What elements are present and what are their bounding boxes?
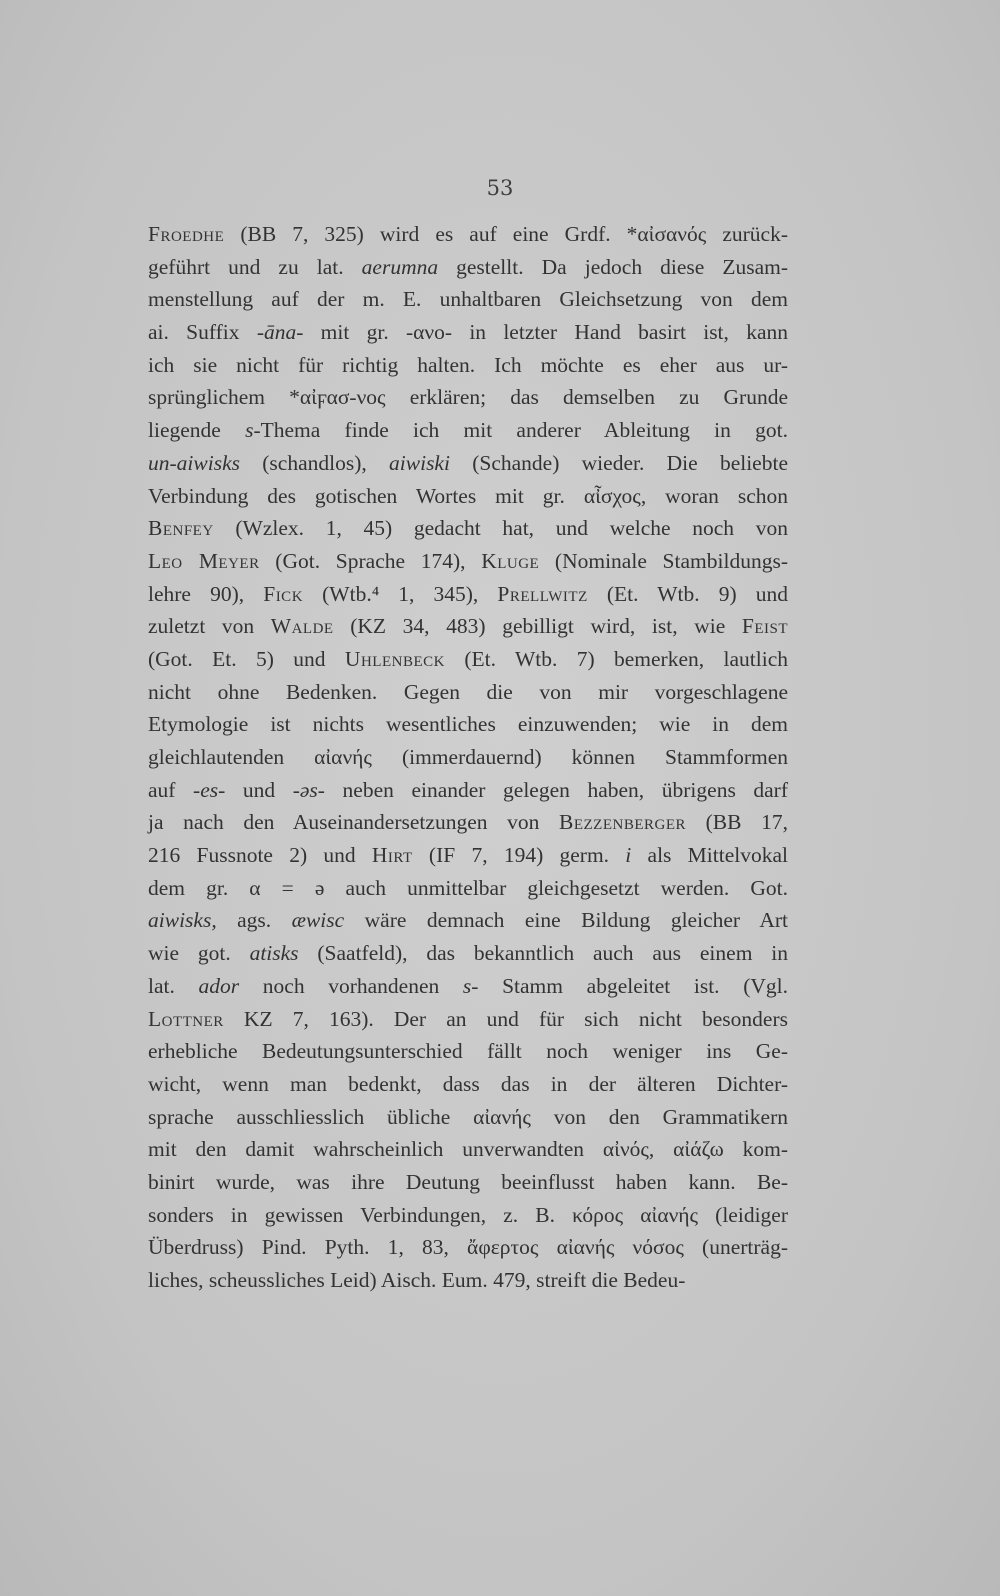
body-text <box>148 218 788 1297</box>
text-line <box>148 251 788 284</box>
text-segment: liegende <box>148 418 246 443</box>
text-line <box>148 839 788 872</box>
text-line <box>148 1264 788 1297</box>
text-segment: Stamm abgeleitet ist. (Vgl. <box>478 973 788 998</box>
text-segment: ai. Suffix <box>148 320 257 345</box>
text-segment: liches, scheussliches Leid) Aisch. Eum. 479, streift die Bedeu- <box>148 1268 686 1292</box>
text-line <box>148 806 788 839</box>
text-segment: mit gr. -ανο- in letzter Hand basirt ist, kann <box>303 320 788 345</box>
text-segment: (Wzlex. 1, 45) gedacht hat, und welche noch von <box>213 516 788 541</box>
italic-term: s- <box>462 973 479 998</box>
italic-term: un-aiwisks <box>148 450 240 475</box>
text-segment: (KZ 34, 483) gebilligt wird, ist, wie <box>333 614 742 639</box>
author-name: Benfey <box>148 516 214 541</box>
text-segment: auf <box>148 777 194 802</box>
italic-term: aerumna <box>361 254 439 279</box>
text-segment: als Mittelvokal <box>631 843 788 868</box>
text-segment: sprache ausschliesslich übliche αἰανής von den Grammatikern <box>148 1104 788 1129</box>
author-name: Hirt <box>371 843 413 868</box>
text-line <box>148 1035 788 1068</box>
text-segment: sprünglichem *αἰϝασ-νος erklären; das demselben zu Grunde <box>148 385 788 410</box>
text-segment: mit den damit wahrscheinlich unverwandten αἰνός, αἰάζω kom- <box>148 1137 788 1162</box>
text-segment: 216 Fussnote 2) und <box>148 843 372 868</box>
text-segment: Etymologie ist nichts wesentliches einzuwenden; wie in dem <box>148 712 788 737</box>
author-name: Bezzenberger <box>559 810 687 835</box>
author-name: Uhlenbeck <box>344 646 445 671</box>
text-segment: (Nominale Stambildungs- <box>539 548 788 573</box>
text-segment: noch vorhandenen <box>239 973 463 998</box>
italic-term: -āna- <box>256 320 304 345</box>
text-segment: gestellt. Da jedoch diese Zusam- <box>438 254 788 279</box>
text-line <box>148 610 788 643</box>
text-segment: (Got. Et. 5) und <box>148 646 345 671</box>
text-segment: (Got. Sprache 174), <box>259 548 482 573</box>
author-name: Lottner <box>148 1006 224 1031</box>
text-segment: geführt und zu lat. <box>148 254 362 279</box>
text-line <box>148 545 788 578</box>
text-line <box>148 1231 788 1264</box>
italic-term: æwisc <box>291 908 345 933</box>
text-line <box>148 414 788 447</box>
text-segment: erhebliche Bedeutungsunterschied fällt noch weniger ins Ge- <box>148 1039 788 1064</box>
text-line <box>148 872 788 905</box>
text-line <box>148 676 788 709</box>
italic-term: s <box>245 418 254 443</box>
text-segment: (BB 7, 325) wird es auf eine Grdf. *αἰσανός zurück- <box>224 222 788 246</box>
text-segment: (Et. Wtb. 9) und <box>587 581 788 606</box>
author-name: Froedhe <box>148 222 225 246</box>
text-segment: ags. <box>216 908 292 933</box>
text-segment: (Saatfeld), das bekanntlich auch aus einem in <box>298 941 788 966</box>
text-segment: zuletzt von <box>148 614 271 639</box>
author-name: Walde <box>270 614 334 639</box>
text-segment: (IF 7, 194) germ. <box>412 843 626 868</box>
author-name: Fick <box>263 581 304 606</box>
text-line <box>148 970 788 1003</box>
italic-term: -əs- <box>292 777 325 802</box>
text-line <box>148 1101 788 1134</box>
author-name: Prellwitz <box>497 581 588 606</box>
author-name: Kluge <box>481 548 540 573</box>
text-line <box>148 349 788 382</box>
text-segment: KZ 7, 163). Der an und für sich nicht besonders <box>223 1006 788 1031</box>
italic-term: atisks <box>249 941 299 966</box>
italic-term: i <box>625 843 632 868</box>
text-line <box>148 741 788 774</box>
text-segment: ich sie nicht für richtig halten. Ich möchte es eher aus ur- <box>148 352 788 377</box>
italic-term: -es- <box>193 777 226 802</box>
author-name: Feist <box>741 614 788 639</box>
italic-term: ador <box>198 973 240 998</box>
text-segment: (Wtb.⁴ 1, 345), <box>303 581 498 606</box>
text-segment: neben einander gelegen haben, übrigens darf <box>324 777 789 802</box>
text-line <box>148 643 788 676</box>
text-segment: ja nach den Auseinandersetzungen von <box>148 810 560 835</box>
text-segment: menstellung auf der m. E. unhaltbaren Gleichsetzung von dem <box>148 287 788 312</box>
text-line <box>148 774 788 807</box>
text-segment: wicht, wenn man bedenkt, dass das in der älteren Dichter- <box>148 1071 788 1096</box>
author-name: Leo Meyer <box>148 548 260 573</box>
text-segment: sonders in gewissen Verbindungen, z. B. κόρος αἰανής (leidiger <box>148 1202 788 1227</box>
text-line <box>148 480 788 513</box>
text-segment: (schandlos), <box>239 450 390 475</box>
text-line <box>148 1003 788 1036</box>
text-line <box>148 1133 788 1166</box>
text-segment: Überdruss) Pind. Pyth. 1, 83, ἄφερτος αἰανής νόσος (unerträg- <box>148 1235 788 1260</box>
text-segment: (Et. Wtb. 7) bemerken, lautlich <box>444 646 788 671</box>
text-segment: lat. <box>148 973 199 998</box>
text-segment: wie got. <box>148 941 250 966</box>
text-segment: (Schande) wieder. Die beliebte <box>449 450 788 475</box>
text-line <box>148 381 788 414</box>
page-number: 53 <box>486 176 514 200</box>
text-segment: wäre demnach eine Bildung gleicher Art <box>344 908 788 933</box>
text-line <box>148 937 788 970</box>
text-segment: binirt wurde, was ihre Deutung beeinflusst haben kann. Be- <box>148 1169 788 1194</box>
text-line <box>148 283 788 316</box>
text-line <box>148 512 788 545</box>
text-line <box>148 1166 788 1199</box>
text-line <box>148 316 788 349</box>
text-segment: und <box>225 777 293 802</box>
text-line <box>148 708 788 741</box>
text-line <box>148 1199 788 1232</box>
text-segment: -Thema finde ich mit anderer Ableitung in got. <box>253 418 788 443</box>
text-line <box>148 904 788 937</box>
text-line <box>148 218 788 251</box>
text-segment: gleichlautenden αἰανής (immerdauernd) können Stammformen <box>148 745 788 769</box>
text-segment: nicht ohne Bedenken. Gegen die von mir vorgeschlagene <box>148 679 788 704</box>
italic-term: aiwiski <box>389 450 450 475</box>
italic-term: aiwisks, <box>148 908 217 933</box>
text-line <box>148 447 788 480</box>
text-line <box>148 578 788 611</box>
text-line <box>148 1068 788 1101</box>
text-segment: lehre 90), <box>148 581 264 606</box>
text-segment: dem gr. α = ə auch unmittelbar gleichgesetzt werden. Got. <box>148 875 788 900</box>
text-segment: (BB 17, <box>686 810 788 835</box>
text-segment: Verbindung des gotischen Wortes mit gr. αἶσχος, woran schon <box>148 483 788 508</box>
